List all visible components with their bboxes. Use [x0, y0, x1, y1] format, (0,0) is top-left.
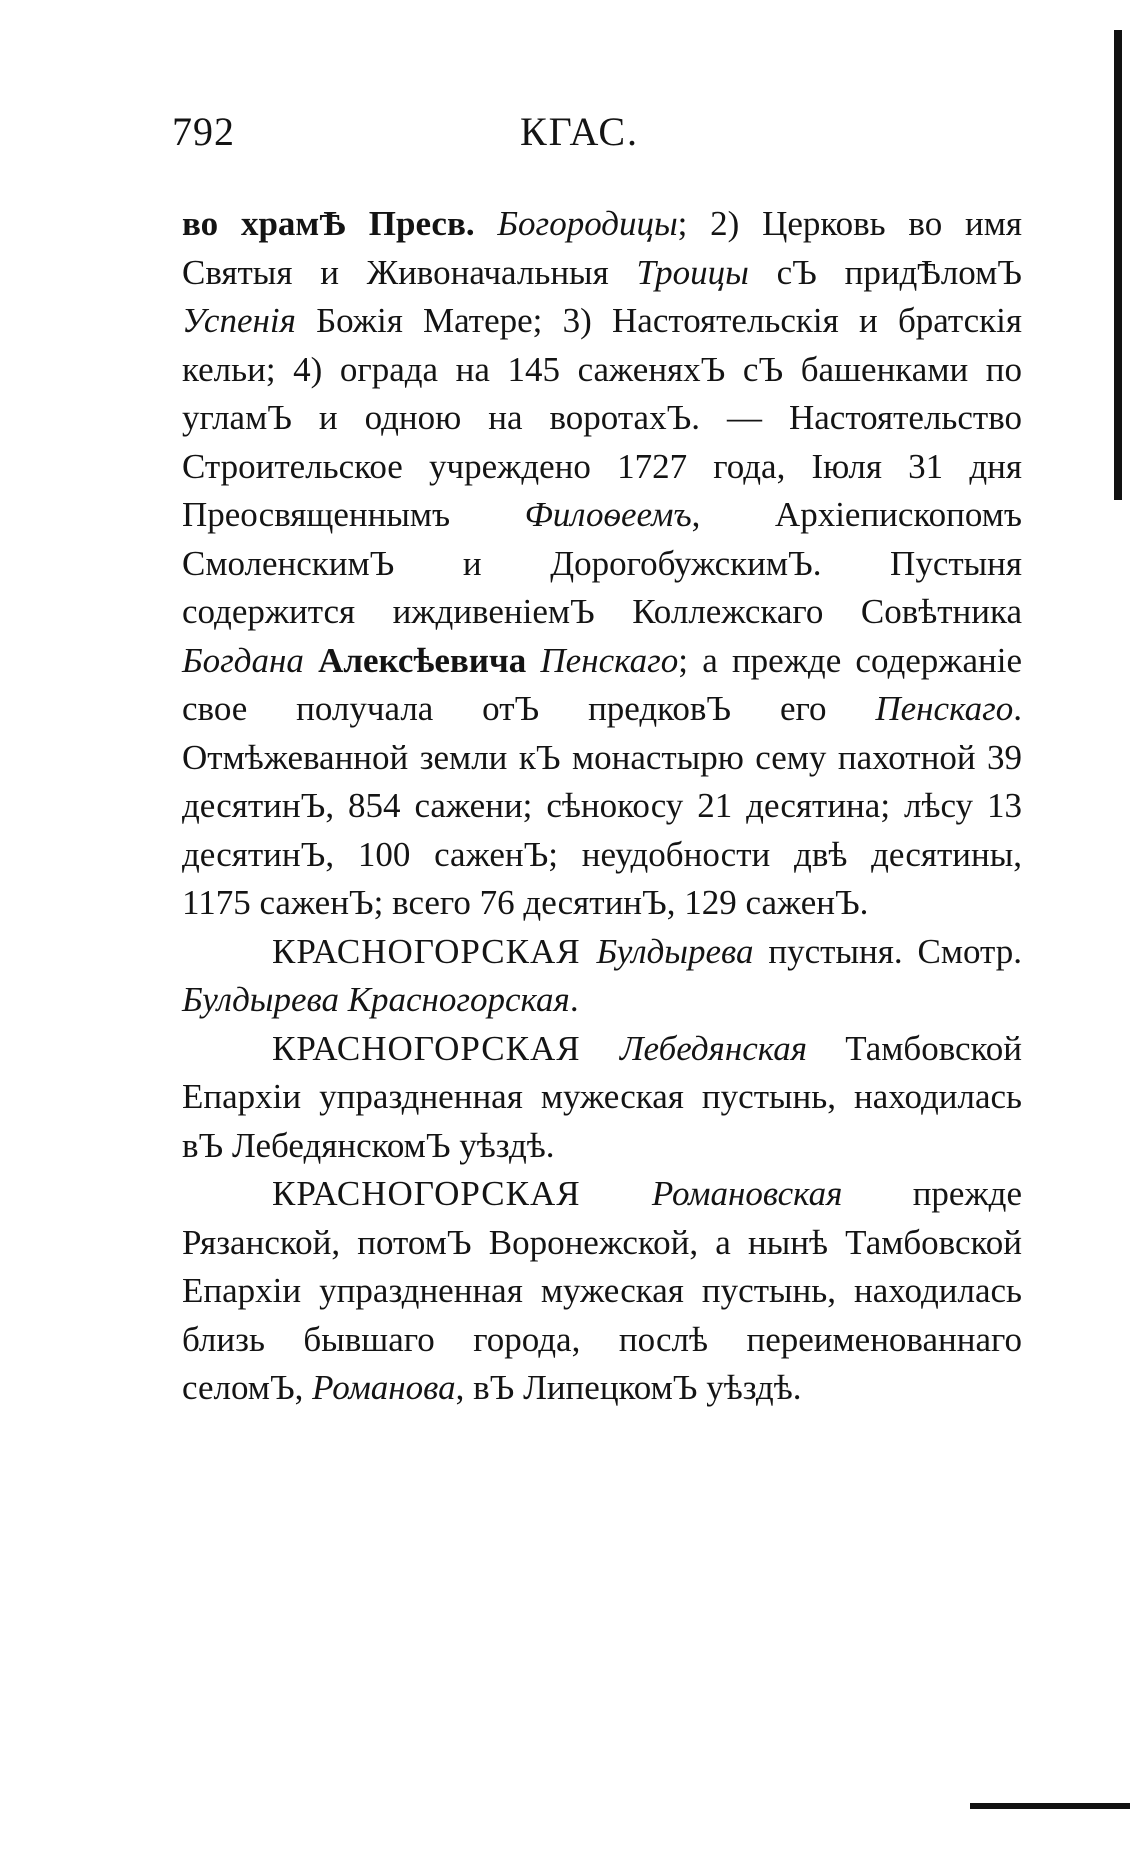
text-segment: Романова	[312, 1368, 456, 1407]
text-segment: Богородицы	[497, 204, 678, 243]
text-segment: Пенскаго	[875, 689, 1014, 728]
page-header	[172, 108, 990, 168]
scan-edge-bottom	[970, 1803, 1130, 1809]
paragraph-monastery-description	[182, 200, 1022, 928]
text-segment: прежде Рязанской, потомЪ Воронежской, а нынѣ Тамбовской Епархіи упраздненная мужеская пустынь, находилась близь бывшаго города, послѣ переименованнаго селомЪ,	[182, 1174, 1022, 1407]
text-segment: пустыня. Смотр.	[753, 931, 1022, 971]
text-segment: Пенскаго	[540, 640, 679, 680]
text-segment: , вЪ ЛипецкомЪ уѣздѣ.	[455, 1368, 802, 1407]
page-number: 792	[172, 109, 235, 154]
text-segment: Лебедянская	[619, 1028, 807, 1068]
text-segment: , Архіепископомъ СмоленскимЪ и ДорогобужскимЪ. Пустыня содержится иждивеніемЪ Коллежскаго Совѣтника	[182, 495, 1022, 631]
paragraph-buldyreva-entry	[182, 928, 1022, 1025]
running-head: КГАС.	[520, 109, 640, 154]
text-segment: КРАСНОГОРСКАЯ	[272, 1174, 652, 1213]
text-segment: Троицы	[636, 252, 749, 292]
text-segment: Филоѳеемъ	[524, 495, 692, 534]
text-segment: . Отмѣжеванной земли кЪ монастырю сему пахотной 39 десятинЪ, 854 сажени; сѣнокосу 21 десятина; лѣсу 13 десятинЪ, 100 саженЪ; неудобности двѣ десятины, 1175 саженЪ; всего 76 десятинЪ, 129 саженЪ.	[182, 689, 1022, 922]
text-segment: ; а прежде содержаніе свое получала отЪ предковЪ его	[182, 640, 1023, 728]
text-segment: во храмѢ Пресв.	[182, 204, 498, 243]
scan-edge-right	[1114, 30, 1122, 500]
text-segment: КРАСНОГОРСКАЯ	[272, 1028, 620, 1068]
text-segment: Божія Матере; 3) Настоятельскія и братскія кельи; 4) ограда на 145 саженяхЪ сЪ башенками по угламЪ и одною на воротахЪ. — Настоятельство Строительское учреждено 1727 года, Іюля 31 дня Преосвященнымъ	[182, 301, 1022, 534]
text-segment: .	[569, 980, 579, 1019]
text-segment: Богдана	[182, 640, 304, 680]
paragraph-romanovskaya-entry	[182, 1170, 1022, 1413]
text-segment: Булдырева Красногорская	[182, 980, 570, 1019]
text-segment: ; 2) Церковь во имя Святыя и Живоначальныя	[182, 204, 1022, 292]
paragraph-lebedyanskaya-entry	[182, 1025, 1022, 1171]
text-segment: Романовская	[651, 1174, 843, 1213]
text-segment: Алексѣевича	[303, 640, 541, 680]
text-segment: КРАСНОГОРСКАЯ	[272, 931, 597, 971]
text-block	[182, 200, 1022, 1413]
text-segment: Булдырева	[596, 931, 754, 971]
text-segment: Успенія	[182, 301, 296, 340]
text-segment: сЪ придѢломЪ	[748, 252, 1023, 292]
text-segment: Тамбовской Епархіи упраздненная мужеская пустынь, находилась вЪ ЛебедянскомЪ уѣздѣ.	[182, 1028, 1023, 1165]
